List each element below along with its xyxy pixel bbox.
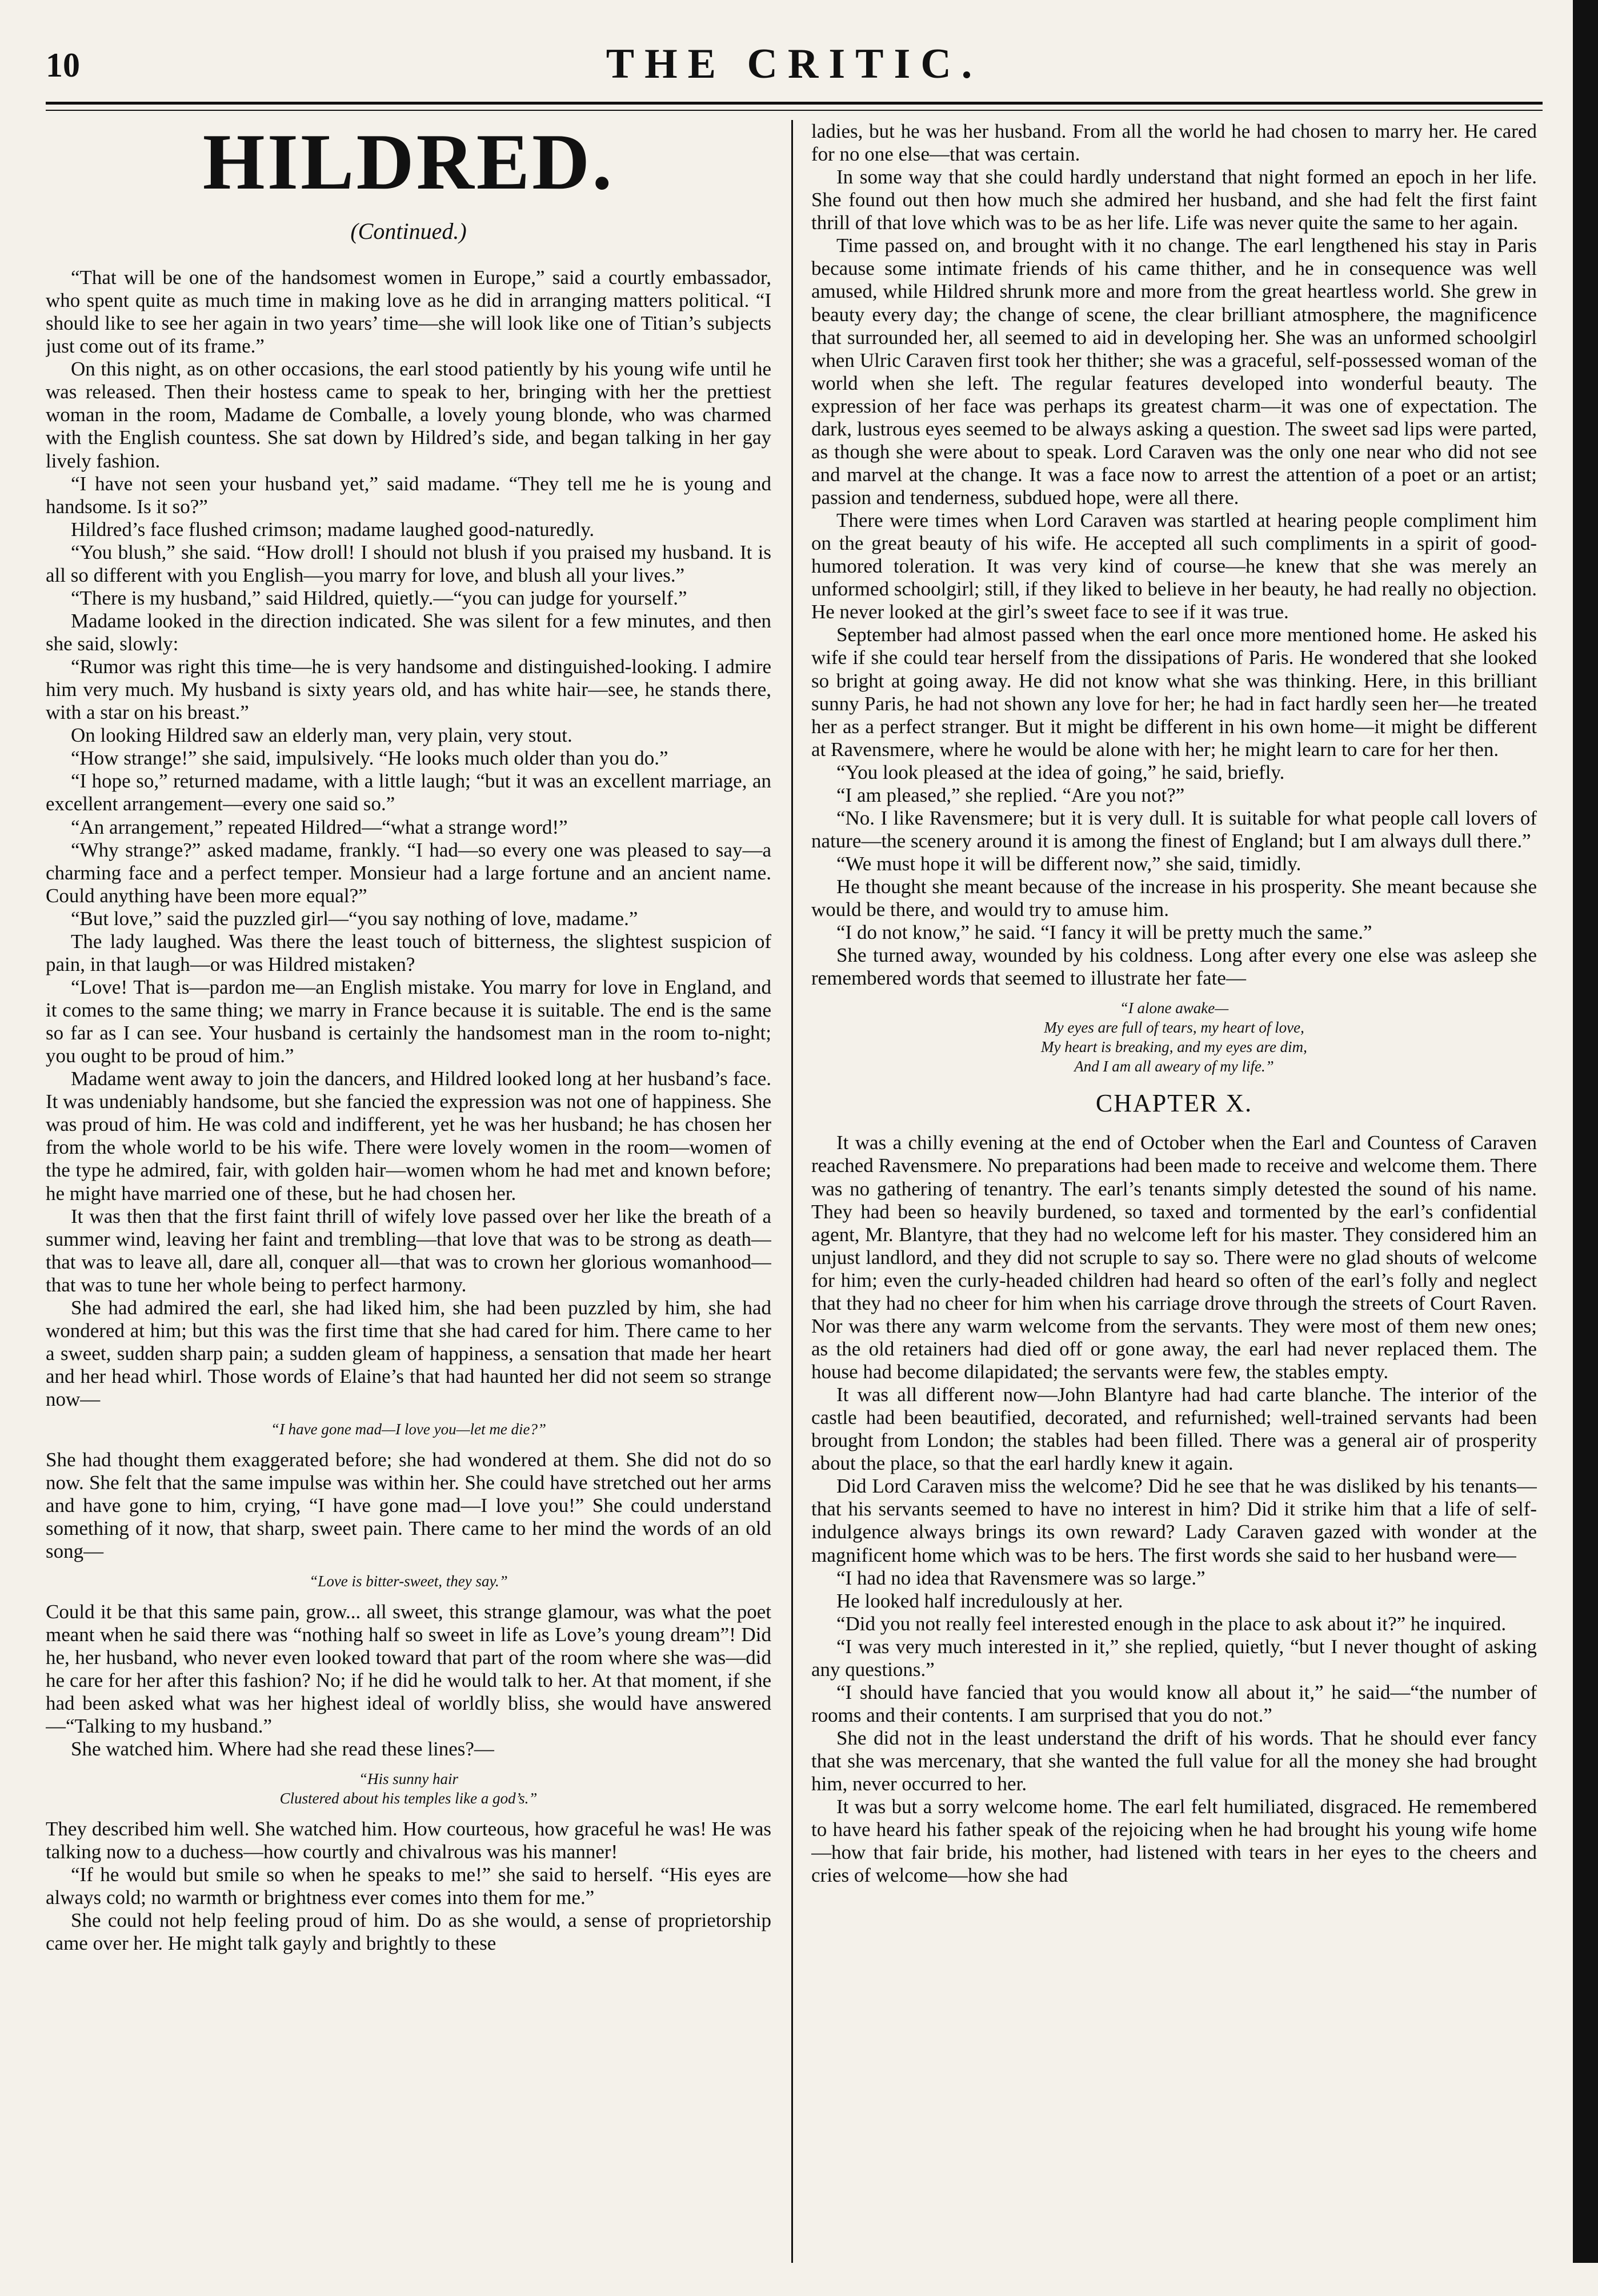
paragraph: It was all different now—John Blantyre had had carte blanche. The interior of the castle had been beautified, decorated, and refurnished; well-trained servants had been brought from London; the stables had been filled. There was a general air of prosperity about the place, so that the earl hardly knew it again. <box>811 1383 1537 1475</box>
newspaper-page <box>46 34 1543 2263</box>
verse-line: My heart is breaking, and my eyes are dim, <box>1041 1038 1307 1055</box>
paragraph: She had thought them exaggerated before; she had wondered at them. She did not do so now. She felt that the same impulse was within her. She could have stretched out her arms and have gone to him, crying, “I have gone mad—I love you!” She could understand something of it now, that sharp, sweet pain. There came to her mind the words of an old song— <box>46 1448 771 1563</box>
paragraph: “If he would but smile so when he speaks to me!” she said to herself. “His eyes are always cold; no warmth or brightness ever comes into them for me.” <box>46 1863 771 1909</box>
right-column <box>811 120 1537 2263</box>
paragraph: She turned away, wounded by his coldness. Long after every one else was asleep she remembered words that seemed to illustrate her fate— <box>811 944 1537 990</box>
paragraph: Did Lord Caraven miss the welcome? Did he see that he was disliked by his tenants—that his servants seemed to have no interest in him? Did it strike him that a life of self-indulgence always brings its own reward? Lady Caraven gazed with wonder at the magnificent home which was to be hers. The first words she said to her husband were— <box>811 1475 1537 1566</box>
left-paragraphs <box>46 266 771 1411</box>
paragraph: “That will be one of the handsomest women in Europe,” said a courtly embassador, who spent quite as much time in making love as he did in arranging matters political. “I should like to see her again in two years’ time—she will look like one of Titian’s subjects just come out of its frame.” <box>46 266 771 358</box>
right-paragraphs-2 <box>811 1131 1537 1887</box>
paragraph: September had almost passed when the earl once more mentioned home. He asked his wife if she could tear herself from the dissipations of Paris. He wondered that she looked so bright at going away. He did not know what she was thinking. Here, in this brilliant sunny Paris, he had not shown any love for her; he had in fact hardly seen her—he treated her as a perfect stranger. But it might be different in his own home—it might be different at Ravensmere, where he would be alone with her; he might learn to care for her then. <box>811 623 1537 761</box>
paragraph: “An arrangement,” repeated Hildred—“what a strange word!” <box>71 815 568 838</box>
paragraph: “I do not know,” he said. “I fancy it will be pretty much the same.” <box>836 921 1372 944</box>
header-rule-thin <box>46 110 1543 111</box>
paragraph: She did not in the least understand the drift of his words. That he should ever fancy that she was mercenary, that she wanted the full value for all the money she had brought him, never occurred to her. <box>811 1727 1537 1795</box>
column-divider <box>791 120 793 2263</box>
paragraph: “I should have fancied that you would know all about it,” he said—“the number of rooms and their contents. I am surprised that you do not.” <box>811 1681 1537 1726</box>
paragraph: It was but a sorry welcome home. The earl felt humiliated, disgraced. He remembered to have heard his father speak of the rejoicing when he had brought his young wife home—how that fair bride, his mother, had listened with tears in her eyes to the cheers and cries of welcome—how she had <box>811 1795 1537 1887</box>
paragraph: “I was very much interested in it,” she replied, quietly, “but I never thought of asking any questions.” <box>811 1635 1537 1681</box>
paragraph: Madame looked in the direction indicated. She was silent for a few minutes, and then she said, slowly: <box>46 609 771 655</box>
verse-quote <box>811 999 1537 1076</box>
verse-quote <box>46 1770 771 1809</box>
paragraph: On this night, as on other occasions, the earl stood patiently by his young wife until he was released. Then their hostess came to speak to her, bringing with her the prettiest woman in the room, Madame de Comballe, a lovely young blonde, who was charmed with the English countess. She sat down by Hildred’s side, and began talking in her gay lively fashion. <box>46 358 771 472</box>
page-header <box>46 34 1543 103</box>
paragraph: “You blush,” she said. “How droll! I should not blush if you praised my husband. It is all so different with you English—you marry for love, and blush all your lives.” <box>46 541 771 586</box>
paragraph: “But love,” said the puzzled girl—“you say nothing of love, madame.” <box>71 907 638 930</box>
paragraph: ladies, but he was her husband. From all the world he had chosen to marry her. He cared for no one else—that was certain. <box>811 120 1537 166</box>
paragraph: There were times when Lord Caraven was startled at hearing people compliment him on the great beauty of his wife. He accepted all such compliments in a spirit of good-humored toleration. It was very kind of course—he knew that she was merely an unformed schoolgirl; still, if they liked to believe in her beauty, he had really no objection. He never looked at the girl’s sweet face to see if it was true. <box>811 509 1537 623</box>
paragraph: They described him well. She watched him. How courteous, how graceful he was! He was talking now to a duchess—how courtly and chivalrous was his manner! <box>46 1817 771 1863</box>
right-paragraphs <box>811 120 1537 990</box>
paragraph: Madame went away to join the dancers, and Hildred looked long at her husband’s face. It was undeniably handsome, but she fancied the expression was not one of happiness. She was proud of him. He was cold and indifferent, yet he was her husband; he has chosen her from the whole world to be his wife. There were lovely women in the room—women of the type he admired, fair, with golden hair—women whom he had met and known before; he might have married one of these, but he had chosen her. <box>46 1067 771 1205</box>
paragraph: She could not help feeling proud of him. Do as she would, a sense of proprietorship came over her. He might talk gayly and brightly to these <box>46 1909 771 1955</box>
paragraph: In some way that she could hardly understand that night formed an epoch in her life. She found out then how much she admired her husband, and she had felt the first faint thrill of that love which was to be as her life. Life was never quite the same to her again. <box>811 166 1537 234</box>
verse-line: Clustered about his temples like a god’s.” <box>279 1790 538 1807</box>
paragraph: It was a chilly evening at the end of October when the Earl and Countess of Caraven reached Ravensmere. No preparations had been made to receive and welcome them. There was no gathering of tenantry. The earl’s tenants simply detested the sound of his name. They had been so heavily burdened, so taxed and tormented by the earl’s confidential agent, Mr. Blantyre, that they had no welcome left for his master. They considered him an unjust landlord, and they did not scruple to say so. There were no glad shouts of welcome for him; even the curly-headed children had heard so often of the earl’s folly and neglect that they had no cheer for him when his carriage drove through the streets of Court Raven. Nor was there any warm welcome from the servants. They were most of them new ones; as the old retainers had died off or gone away, the earl had never replaced them. The house had become dilapidated; the servants were few, the stables empty. <box>811 1131 1537 1383</box>
left-paragraphs-4 <box>46 1818 771 1955</box>
paragraph: Time passed on, and brought with it no change. The earl lengthened his stay in Paris because some intimate friends of his came thither, and he in consequence was well amused, while Hildred shrunk more and more from the great heartless world. She grew in beauty every day; the change of scene, the clear brilliant atmosphere, the magnificence that surrounded her, all seemed to aid in developing her. She was an unformed schoolgirl when Ulric Caraven first took her thither; she was a graceful, self-possessed woman of the world when she left. The regular features developed into wonderful beauty. The expression of her face was perhaps its greatest charm—it was one of expectation. The dark, lustrous eyes seemed to be always asking a question. The sweet sad lips were parted, as though she were about to speak. Lord Caraven was the only one near who did not see and marvel at the change. It was a face now to arrest the attention of a poet or an artist; passion and tenderness, subdued hope, were all there. <box>811 234 1537 509</box>
paragraph: “Love! That is—pardon me—an English mistake. You marry for love in England, and it comes to the same thing; we marry in France because it is suitable. The end is the same so far as I can see. Your husband is certainly the handsomest man in the room to-night; you ought to be proud of him.” <box>46 975 771 1067</box>
verse-quote: “I have gone mad—I love you—let me die?” <box>270 1421 547 1438</box>
verse-line: And I am all aweary of my life.” <box>1074 1057 1274 1075</box>
left-column <box>46 120 771 2263</box>
paragraph: “You look pleased at the idea of going,” he said, briefly. <box>836 761 1285 783</box>
left-paragraphs-2 <box>46 1449 771 1563</box>
paragraph: “I hope so,” returned madame, with a little laugh; “but it was an excellent marriage, an excellent arrangement—every one said so.” <box>46 770 771 815</box>
verse-line: “His sunny hair <box>358 1770 459 1788</box>
paragraph: “Why strange?” asked madame, frankly. “I had—so every one was pleased to say—a charming face and a perfect temper. Monsieur had a large fortune and an ancient name. Could anything have been more equal?” <box>46 838 771 907</box>
scan-edge <box>1573 0 1598 2263</box>
paragraph: “Did you not really feel interested enough in the place to ask about it?” he inquired. <box>836 1612 1507 1635</box>
paragraph: He thought she meant because of the increase in his prosperity. She meant because she would be there, and would try to amuse him. <box>811 875 1537 921</box>
columns <box>46 120 1543 2263</box>
paragraph: “Rumor was right this time—he is very handsome and distinguished-looking. I admire him very much. My husband is sixty years old, and has white hair—see, he stands there, with a star on his breast.” <box>46 655 771 724</box>
paragraph: She had admired the earl, she had liked him, she had been puzzled by him, she had wondered at him; but this was the first time that she had cared for him. There came to her a sweet, sudden sharp pain; a sudden gleam of happiness, a sensation that made her heart and her head whirl. Those words of Elaine’s that had haunted her did not seem so strange now— <box>46 1296 771 1411</box>
paragraph: “I have not seen your husband yet,” said madame. “They tell me he is young and handsome. Is it so?” <box>46 472 771 518</box>
paragraph: He looked half incredulously at her. <box>836 1589 1123 1612</box>
paragraph: “We must hope it will be different now,” she said, timidly. <box>836 853 1301 875</box>
paragraph: Hildred’s face flushed crimson; madame laughed good-naturedly. <box>71 518 595 541</box>
masthead: THE CRITIC. <box>606 41 983 87</box>
paragraph: She watched him. Where had she read these lines?— <box>71 1738 494 1761</box>
verse-quote: “Love is bitter-sweet, they say.” <box>309 1573 508 1590</box>
page-number: 10 <box>46 46 80 84</box>
paragraph: The lady laughed. Was there the least touch of bitterness, the slightest suspicion of pain, in that laugh—or was Hildred mistaken? <box>46 930 771 975</box>
paragraph: “I am pleased,” she replied. “Are you not?” <box>836 783 1185 806</box>
verse-line: “I alone awake— <box>1119 999 1229 1017</box>
article-title: HILDRED. <box>202 120 615 206</box>
header-rule <box>46 102 1543 105</box>
paragraph: “I had no idea that Ravensmere was so large.” <box>836 1566 1205 1589</box>
left-paragraphs-3 <box>46 1601 771 1761</box>
article-subtitle: (Continued.) <box>350 218 467 244</box>
chapter-heading: CHAPTER X. <box>1095 1089 1253 1118</box>
paragraph: “How strange!” she said, impulsively. “He looks much older than you do.” <box>71 747 668 770</box>
paragraph: On looking Hildred saw an elderly man, very plain, very stout. <box>71 724 572 747</box>
paragraph: “There is my husband,” said Hildred, quietly.—“you can judge for yourself.” <box>71 586 687 609</box>
verse-line: My eyes are full of tears, my heart of love, <box>1044 1019 1304 1037</box>
paragraph: It was then that the first faint thrill of wifely love passed over her like the breath of a summer wind, leaving her faint and trembling—that love that was to be strong as death—that was to leave all, dare all, conquer all—that was to crown her glorious womanhood—that was to tune her whole being to perfect harmony. <box>46 1205 771 1296</box>
paragraph: Could it be that this same pain, grow... all sweet, this strange glamour, was what the poet meant when he said there was “nothing half so sweet in life as Love’s young dream”! Did he, her husband, who never even looked toward that part of the room where she was—did he care for her after this fashion? No; if he did he would talk to her. At that moment, if she had been asked what was her highest ideal of worldly bliss, she would have answered—“Talking to my husband.” <box>46 1600 771 1738</box>
paragraph: “No. I like Ravensmere; but it is very dull. It is suitable for what people call lovers of nature—the scenery around it is among the finest of England; but I am always dull there.” <box>811 806 1537 852</box>
